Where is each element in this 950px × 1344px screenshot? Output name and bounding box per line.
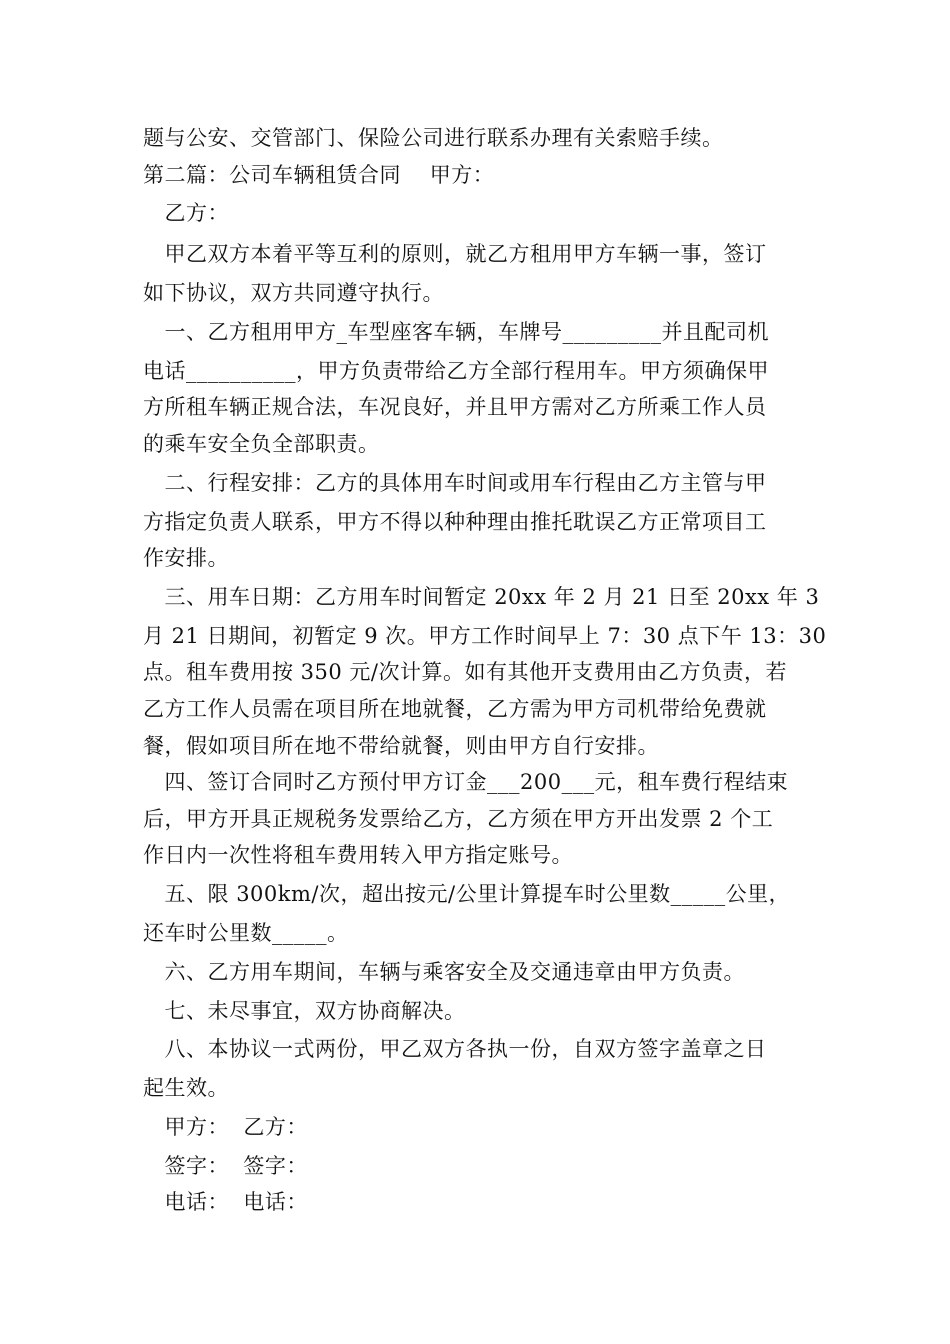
signature-parties: 甲方： 乙方： [143, 1114, 308, 1139]
text-line: 如下协议，双方共同遵守执行。 [143, 281, 444, 306]
clause-2: 二、行程安排：乙方的具体用车时间或用车行程由乙方主管与甲 [143, 470, 767, 495]
text-line: 题与公安、交管部门、保险公司进行联系办理有关索赔手续。 [143, 126, 724, 150]
text-line: 方所租车辆正规合法，车况良好，并且甲方需对乙方所乘工作人员 [143, 395, 767, 420]
document-body [143, 120, 827, 1221]
signature-sign: 签字： 签字： [143, 1153, 308, 1178]
signature-phone: 电话： 电话： [143, 1190, 308, 1215]
text-line: 月 21 日期间，初暂定 9 次。甲方工作时间早上 7：30 点下午 13：30 [143, 623, 827, 648]
text-line: 作日内一次性将租车费用转入甲方指定账号。 [143, 843, 573, 868]
clause-1: 一、乙方租用甲方_车型座客车辆，车牌号_________并且配司机 [143, 319, 770, 344]
text-line: 甲乙双方本着平等互利的原则，就乙方租用甲方车辆一事，签订 [143, 242, 767, 267]
text-line: 后，甲方开具正规税务发票给乙方，乙方须在甲方开出发票 2 个工 [143, 806, 774, 831]
text-line: 餐，假如项目所在地不带给就餐，则由甲方自行安排。 [143, 733, 659, 758]
text-line: 起生效。 [143, 1076, 229, 1101]
party-b-label: 乙方： [143, 201, 230, 226]
text-line: 电话__________，甲方负责带给乙方全部行程用车。甲方须确保甲 [143, 358, 769, 383]
text-line: 点。租车费用按 350 元/次计算。如有其他开支费用由乙方负责，若 [143, 660, 788, 685]
clause-5: 五、限 300km/次，超出按元/公里计算提车时公里数_____公里， [143, 881, 791, 906]
clause-3: 三、用车日期：乙方用车时间暂定 20xx 年 2 月 21 日至 20xx 年 3 [143, 584, 820, 609]
clause-8: 八、本协议一式两份，甲乙双方各执一份，自双方签字盖章之日 [143, 1037, 767, 1062]
text-line: 的乘车安全负全部职责。 [143, 431, 380, 456]
text-line: 乙方工作人员需在项目所在地就餐，乙方需为甲方司机带给免费就 [143, 696, 767, 721]
clause-7: 七、未尽事宜，双方协商解决。 [143, 998, 466, 1023]
text-line: 方指定负责人联系，甲方不得以种种理由推托耽误乙方正常项目工 [143, 509, 767, 534]
text-line: 还车时公里数_____。 [143, 920, 349, 945]
clause-4: 四、签订合同时乙方预付甲方订金___200___元，租车费行程结束 [143, 770, 789, 795]
clause-6: 六、乙方用车期间，车辆与乘客安全及交通违章由甲方负责。 [143, 959, 746, 984]
text-line: 作安排。 [143, 546, 229, 571]
section-heading: 第二篇：公司车辆租赁合同 甲方： [143, 162, 495, 187]
